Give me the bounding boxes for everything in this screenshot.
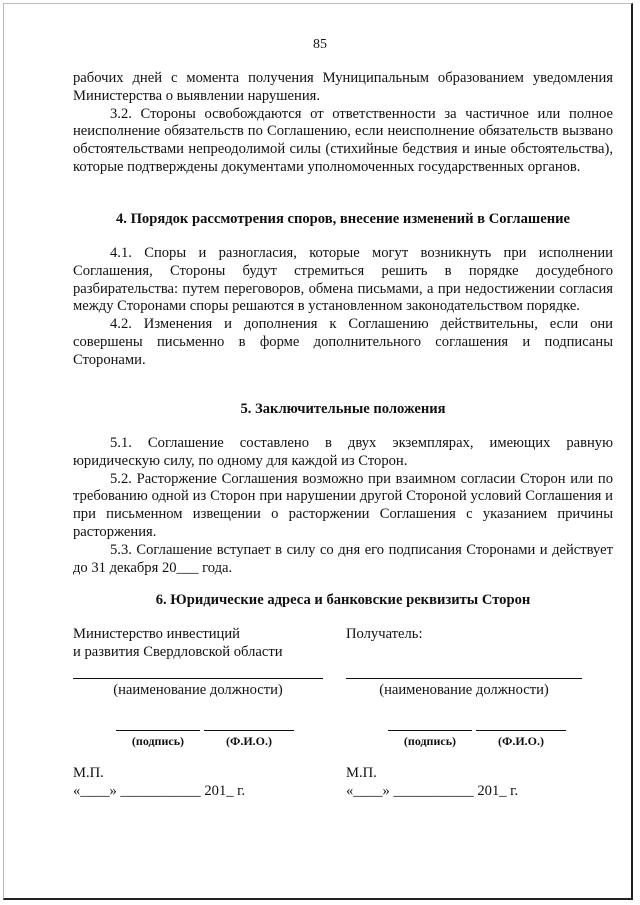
paragraph-5-2: 5.2. Расторжение Соглашения возможно при взаимном согласии Сторон или по требованию одной из Сторон при нарушении другой Стороной условий Соглашения и при письменном извещении о расторжении Соглашения с указанием причины расторжения.	[73, 470, 613, 540]
right-recipient-label: Получатель:	[346, 626, 423, 642]
section-6-title: 6. Юридические адреса и банковские реквизиты Сторон	[155, 592, 531, 608]
left-org-line-1: Министерство инвестиций	[73, 626, 240, 642]
paragraph-5-1: 5.1. Соглашение составлено в двух экземплярах, имеющих равную юридическую силу, по одному для каждой из Сторон.	[73, 435, 613, 469]
section-4-title: 4. Порядок рассмотрения споров, внесение изменений в Соглашение	[115, 211, 571, 227]
right-signature-caption: (подпись)	[403, 734, 457, 748]
left-date-line: «____» ___________ 201_ г.	[73, 783, 246, 799]
right-name-caption: (Ф.И.О.)	[498, 734, 544, 748]
right-position-line	[346, 678, 582, 679]
paragraph-4-1: 4.1. Споры и разногласия, которые могут возникнуть при исполнении Соглашения, Стороны будут стремиться решить в порядке досудебного разбирательства: путем переговоров, обмена письмами, а при недостижении согласия между Сторонами споры решаются в установленном законодательством порядке.	[73, 245, 613, 315]
section-5-body	[73, 435, 613, 577]
left-name-line	[204, 730, 294, 731]
left-name-caption: (Ф.И.О.)	[226, 734, 272, 748]
text-block-top	[73, 70, 613, 177]
section-5-title: 5. Заключительные положения	[240, 401, 446, 417]
paragraph-3-2: 3.2. Стороны освобождаются от ответственности за частичное или полное неисполнение обязательств по Соглашению, если неисполнение обязательств вызвано обстоятельствами непреодолимой силы (стихийные бедствия и иные обстоятельства), которые подтверждены документами уполномоченных государственных органов.	[73, 105, 613, 175]
right-date-line: «____» ___________ 201_ г.	[346, 783, 519, 799]
right-signature-line	[388, 730, 472, 731]
left-signature-line	[116, 730, 200, 731]
section-6-heading-block	[73, 592, 613, 610]
page-number: 85	[313, 37, 327, 52]
left-org-name	[73, 626, 283, 662]
paragraph-5-3: 5.3. Соглашение вступает в силу со дня его подписания Сторонами и действует до 31 декабря 20___ года.	[73, 541, 613, 576]
section-4-body	[73, 245, 613, 370]
left-stamp-label: М.П.	[73, 765, 104, 781]
left-signature-caption: (подпись)	[131, 734, 185, 748]
right-position-caption: (наименование должности)	[379, 682, 549, 698]
paragraph-continuation: рабочих дней с момента получения Муниципальным образованием уведомления Министерства о выявлении нарушения.	[73, 70, 613, 104]
paragraph-4-2: 4.2. Изменения и дополнения к Соглашению действительны, если они совершены письменно в форме дополнительного соглашения и подписаны Сторонами.	[73, 316, 613, 368]
right-stamp-label: М.П.	[346, 765, 377, 781]
right-name-line	[476, 730, 566, 731]
section-4-heading-block	[73, 211, 613, 229]
section-5-heading-block	[73, 401, 613, 419]
left-position-line	[73, 678, 323, 679]
left-org-line-2: и развития Свердловской области	[73, 643, 283, 660]
left-position-caption: (наименование должности)	[113, 682, 283, 698]
